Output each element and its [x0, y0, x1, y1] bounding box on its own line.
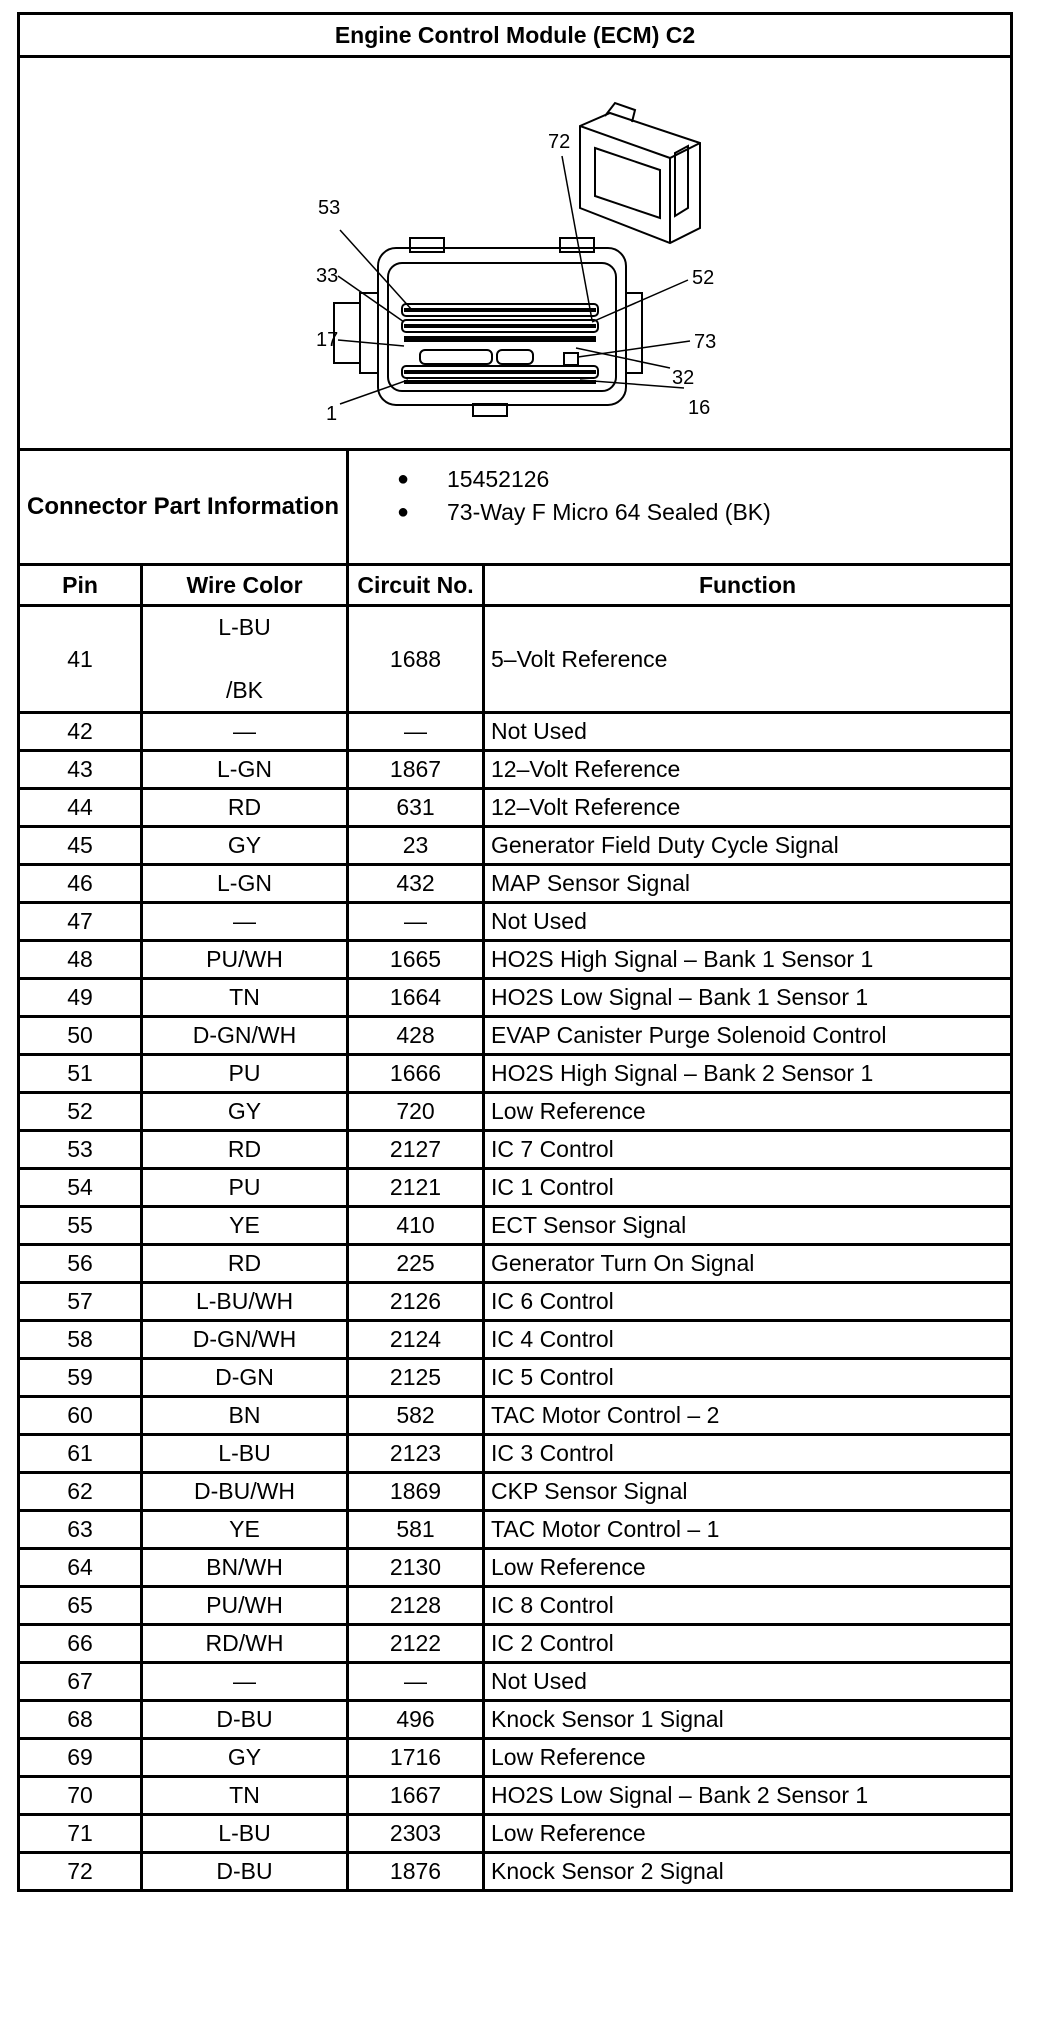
- circuit-cell: 1666: [348, 1055, 484, 1093]
- pin-cell: 56: [19, 1245, 142, 1283]
- table-body: [19, 713, 1012, 1891]
- function-cell: IC 1 Control: [484, 1169, 1012, 1207]
- circuit-cell: 1867: [348, 751, 484, 789]
- table-row: [19, 1283, 1012, 1321]
- wire-color-cell: L-GN: [142, 865, 348, 903]
- wire-color-cell: RD: [142, 1245, 348, 1283]
- pin-cell: 65: [19, 1587, 142, 1625]
- wire-color-cell: D-BU: [142, 1853, 348, 1891]
- table-row: [19, 1359, 1012, 1397]
- table-row: [19, 1663, 1012, 1701]
- pin-cell: 54: [19, 1169, 142, 1207]
- wire-color-cell: D-BU/WH: [142, 1473, 348, 1511]
- function-cell: Not Used: [484, 713, 1012, 751]
- circuit-cell: 428: [348, 1017, 484, 1055]
- page-title: Engine Control Module (ECM) C2: [19, 14, 1012, 57]
- callout-52: 52: [692, 267, 715, 289]
- function-cell: Low Reference: [484, 1093, 1012, 1131]
- function-cell: IC 2 Control: [484, 1625, 1012, 1663]
- function-cell: Low Reference: [484, 1815, 1012, 1853]
- circuit-cell: 720: [348, 1093, 484, 1131]
- function-cell: TAC Motor Control – 2: [484, 1397, 1012, 1435]
- table-row: [19, 1397, 1012, 1435]
- wire-color-cell: BN/WH: [142, 1549, 348, 1587]
- pin-cell: 66: [19, 1625, 142, 1663]
- circuit-cell: 2303: [348, 1815, 484, 1853]
- circuit-cell: 225: [348, 1245, 484, 1283]
- function-cell: Low Reference: [484, 1739, 1012, 1777]
- circuit-cell: 631: [348, 789, 484, 827]
- wire-color-cell: D-BU: [142, 1701, 348, 1739]
- function-cell: IC 4 Control: [484, 1321, 1012, 1359]
- table-row: [19, 1511, 1012, 1549]
- pin-cell: 52: [19, 1093, 142, 1131]
- function-cell: IC 8 Control: [484, 1587, 1012, 1625]
- wire-color-cell: PU/WH: [142, 1587, 348, 1625]
- circuit-cell: 2123: [348, 1435, 484, 1473]
- pinout-table: [17, 12, 1013, 1892]
- wire-color-cell: D-GN/WH: [142, 1321, 348, 1359]
- table-row: [19, 789, 1012, 827]
- wire-color-cell: GY: [142, 1093, 348, 1131]
- function-cell: Not Used: [484, 903, 1012, 941]
- pin-cell: 45: [19, 827, 142, 865]
- table-row: [19, 1017, 1012, 1055]
- header-function: Function: [484, 565, 1012, 606]
- header-pin: Pin: [19, 565, 142, 606]
- table-row: [19, 1587, 1012, 1625]
- table-row: [19, 941, 1012, 979]
- circuit-cell: 432: [348, 865, 484, 903]
- circuit-cell: 496: [348, 1701, 484, 1739]
- wire-color-cell: PU: [142, 1169, 348, 1207]
- table-row: [19, 903, 1012, 941]
- pin-cell: 63: [19, 1511, 142, 1549]
- connector-info-values: [348, 450, 1012, 565]
- circuit-cell: 2124: [348, 1321, 484, 1359]
- circuit-cell: —: [348, 713, 484, 751]
- pin-cell: 70: [19, 1777, 142, 1815]
- circuit-cell: 1876: [348, 1853, 484, 1891]
- table-row: [19, 1853, 1012, 1891]
- pin-cell: 68: [19, 1701, 142, 1739]
- function-cell: TAC Motor Control – 1: [484, 1511, 1012, 1549]
- wire-color-cell: TN: [142, 1777, 348, 1815]
- table-row: [19, 1055, 1012, 1093]
- table-row: [19, 1435, 1012, 1473]
- circuit-cell: 2130: [348, 1549, 484, 1587]
- circuit-cell: 410: [348, 1207, 484, 1245]
- circuit-cell: 581: [348, 1511, 484, 1549]
- wire-color-cell: YE: [142, 1511, 348, 1549]
- pin-cell: 67: [19, 1663, 142, 1701]
- wire-color-bottom: /BK: [225, 677, 264, 703]
- table-row: [19, 1169, 1012, 1207]
- function-cell: HO2S Low Signal – Bank 2 Sensor 1: [484, 1777, 1012, 1815]
- function-cell: ECT Sensor Signal: [484, 1207, 1012, 1245]
- table-row: [19, 1131, 1012, 1169]
- wire-color-cell: —: [142, 1663, 348, 1701]
- function-cell: HO2S High Signal – Bank 2 Sensor 1: [484, 1055, 1012, 1093]
- callout-53: 53: [318, 197, 341, 219]
- circuit-cell: —: [348, 1663, 484, 1701]
- wire-color-cell: RD: [142, 789, 348, 827]
- callout-33: 33: [316, 265, 339, 287]
- table-row: [19, 1093, 1012, 1131]
- pin-cell: 53: [19, 1131, 142, 1169]
- function-cell: MAP Sensor Signal: [484, 865, 1012, 903]
- connector-part-number: ● 15452126: [397, 463, 1010, 496]
- function-cell: CKP Sensor Signal: [484, 1473, 1012, 1511]
- pin-cell: 60: [19, 1397, 142, 1435]
- wire-color-cell: PU: [142, 1055, 348, 1093]
- function-cell: Not Used: [484, 1663, 1012, 1701]
- pin-cell: 47: [19, 903, 142, 941]
- table-row: [19, 1701, 1012, 1739]
- wire-color-cell: RD/WH: [142, 1625, 348, 1663]
- function-cell: Generator Turn On Signal: [484, 1245, 1012, 1283]
- function-cell: EVAP Canister Purge Solenoid Control: [484, 1017, 1012, 1055]
- circuit-cell: 2121: [348, 1169, 484, 1207]
- bullet-icon: ●: [397, 468, 410, 490]
- table-row: [19, 1625, 1012, 1663]
- wire-color-cell: RD: [142, 1131, 348, 1169]
- function-cell: Generator Field Duty Cycle Signal: [484, 827, 1012, 865]
- function-cell: IC 5 Control: [484, 1359, 1012, 1397]
- circuit-cell: 2128: [348, 1587, 484, 1625]
- function-cell: Low Reference: [484, 1549, 1012, 1587]
- pin-cell: 42: [19, 713, 142, 751]
- pin-cell: 61: [19, 1435, 142, 1473]
- pin-cell: 41: [19, 606, 142, 713]
- circuit-cell: 1716: [348, 1739, 484, 1777]
- function-cell: 12–Volt Reference: [484, 751, 1012, 789]
- pin-cell: 57: [19, 1283, 142, 1321]
- function-cell: Knock Sensor 1 Signal: [484, 1701, 1012, 1739]
- pin-cell: 51: [19, 1055, 142, 1093]
- circuit-cell: 2125: [348, 1359, 484, 1397]
- table-row: [19, 979, 1012, 1017]
- pin-cell: 49: [19, 979, 142, 1017]
- table-row: [19, 865, 1012, 903]
- pin-cell: 62: [19, 1473, 142, 1511]
- function-cell: HO2S Low Signal – Bank 1 Sensor 1: [484, 979, 1012, 1017]
- table-row: [19, 751, 1012, 789]
- ecm-c2-sheet: [17, 12, 1010, 1892]
- callout-32: 32: [672, 367, 695, 389]
- table-row: [19, 1207, 1012, 1245]
- function-cell: HO2S High Signal – Bank 1 Sensor 1: [484, 941, 1012, 979]
- callout-72: 72: [548, 131, 571, 153]
- function-cell: IC 7 Control: [484, 1131, 1012, 1169]
- wire-color-cell: [142, 606, 348, 713]
- table-row: [19, 1549, 1012, 1587]
- connector-info-label: Connector Part Information: [19, 450, 348, 565]
- pin-cell: 46: [19, 865, 142, 903]
- function-cell: IC 6 Control: [484, 1283, 1012, 1321]
- pin-cell: 50: [19, 1017, 142, 1055]
- function-cell: 12–Volt Reference: [484, 789, 1012, 827]
- circuit-cell: 2127: [348, 1131, 484, 1169]
- wire-color-cell: D-GN: [142, 1359, 348, 1397]
- table-row: [19, 1777, 1012, 1815]
- wire-color-cell: D-GN/WH: [142, 1017, 348, 1055]
- wire-color-cell: —: [142, 713, 348, 751]
- wire-color-cell: GY: [142, 827, 348, 865]
- circuit-cell: —: [348, 903, 484, 941]
- callout-1: 1: [326, 403, 338, 425]
- pin-cell: 71: [19, 1815, 142, 1853]
- wire-color-cell: L-BU: [142, 1815, 348, 1853]
- wire-color-cell: —: [142, 903, 348, 941]
- header-wire-color: Wire Color: [142, 565, 348, 606]
- circuit-cell: 1667: [348, 1777, 484, 1815]
- callout-17: 17: [316, 329, 339, 351]
- callout-16: 16: [688, 397, 711, 419]
- wire-color-cell: YE: [142, 1207, 348, 1245]
- table-row: [19, 606, 1012, 713]
- callout-73: 73: [694, 331, 717, 353]
- table-row: [19, 1245, 1012, 1283]
- circuit-cell: 2126: [348, 1283, 484, 1321]
- wire-color-cell: GY: [142, 1739, 348, 1777]
- table-row: [19, 1815, 1012, 1853]
- table-row: [19, 713, 1012, 751]
- pin-cell: 43: [19, 751, 142, 789]
- circuit-cell: 1688: [348, 606, 484, 713]
- wire-color-cell: BN: [142, 1397, 348, 1435]
- table-row: [19, 1321, 1012, 1359]
- wire-color-cell: L-GN: [142, 751, 348, 789]
- wire-color-cell: TN: [142, 979, 348, 1017]
- pin-cell: 58: [19, 1321, 142, 1359]
- table-row: [19, 1473, 1012, 1511]
- pin-cell: 69: [19, 1739, 142, 1777]
- pin-cell: 64: [19, 1549, 142, 1587]
- table-row: [19, 827, 1012, 865]
- table-row: [19, 1739, 1012, 1777]
- pin-cell: 48: [19, 941, 142, 979]
- pin-cell: 55: [19, 1207, 142, 1245]
- circuit-cell: 1665: [348, 941, 484, 979]
- header-circuit: Circuit No.: [348, 565, 484, 606]
- circuit-cell: 23: [348, 827, 484, 865]
- circuit-cell: 2122: [348, 1625, 484, 1663]
- function-cell: 5–Volt Reference: [484, 606, 1012, 713]
- wire-color-cell: L-BU: [142, 1435, 348, 1473]
- function-cell: Knock Sensor 2 Signal: [484, 1853, 1012, 1891]
- circuit-cell: 1869: [348, 1473, 484, 1511]
- bullet-icon: ●: [397, 501, 410, 523]
- connector-diagram-cell: [19, 57, 1012, 450]
- function-cell: IC 3 Control: [484, 1435, 1012, 1473]
- wire-color-cell: L-BU/WH: [142, 1283, 348, 1321]
- connector-description: ● 73-Way F Micro 64 Sealed (BK): [397, 496, 1010, 529]
- connector-diagram: [20, 58, 1007, 443]
- circuit-cell: 1664: [348, 979, 484, 1017]
- circuit-cell: 582: [348, 1397, 484, 1435]
- pin-cell: 44: [19, 789, 142, 827]
- pin-cell: 72: [19, 1853, 142, 1891]
- pin-cell: 59: [19, 1359, 142, 1397]
- wire-color-top: L-BU: [218, 614, 271, 640]
- wire-color-cell: PU/WH: [142, 941, 348, 979]
